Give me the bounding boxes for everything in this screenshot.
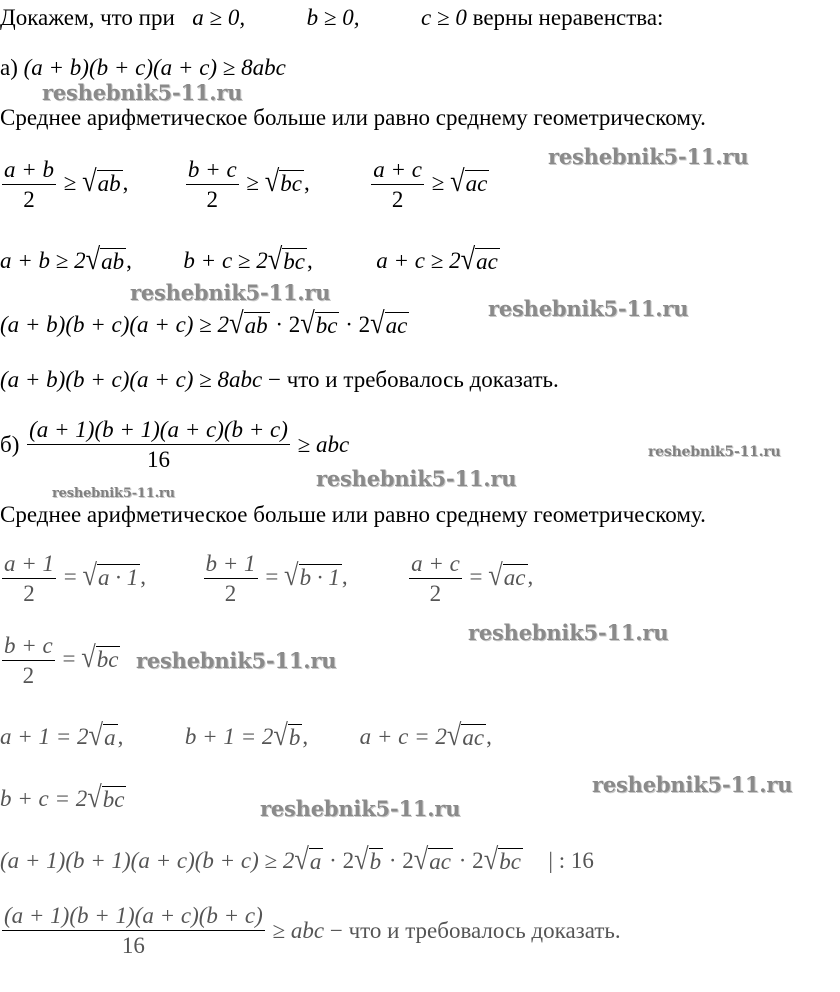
watermark: reshebnik5-11.ru (136, 648, 337, 673)
watermark: reshebnik5-11.ru (648, 444, 781, 460)
sqrt-ac: √ ac (450, 163, 488, 198)
part-a-statement (0, 56, 286, 79)
frac-b-plus-c: $\frac{b + c}{2}$ (187, 157, 237, 212)
part-a-fraction-row: $\frac{a + b}{2}$ ≥ √ ab , $\frac{b + c}{2}$ ≥ √ bc , $\frac{a + c}{2}$ ≥ √ ac (4, 157, 488, 212)
part-b-am-gm-text: Среднее арифметическое больше или равно среднему геометрическому. (0, 502, 706, 527)
watermark: reshebnik5-11.ru (468, 620, 669, 645)
part-b-product-row: (a + 1)(b + 1)(a + c)(b + c) ≥ 2 √ a · 2 √ b · 2 √ ac · 2 √ bc | : 16 (0, 841, 594, 877)
part-b-final: $\frac{(a + 1)(b + 1)(a + c)(b + c)}{16}$ ≥ abc − что и требовалось доказать. (4, 903, 621, 958)
watermark: reshebnik5-11.ru (260, 796, 461, 821)
part-a-ineq-row: a + b ≥ 2 √ ab , b + c ≥ 2 √ bc , a + c ≥ 2 √ ac (0, 241, 498, 277)
watermark: reshebnik5-11.ru (592, 772, 793, 797)
part-b-fraction-row-2: $\frac{b + c}{2}$ = √ bc (4, 633, 119, 688)
watermark: reshebnik5-11.ru (52, 486, 175, 501)
part-b-statement: б) $\frac{(a + 1)(b + 1)(a + c)(b + c)}{16}$ ≥ abc (0, 417, 350, 472)
part-a-conclusion: (a + b)(b + c)(a + c) ≥ 8abc − что и требовалось доказать. (0, 367, 559, 392)
cond-b: b ≥ 0, (306, 5, 360, 30)
intro-line (0, 6, 663, 29)
watermark: reshebnik5-11.ru (42, 80, 243, 105)
intro-suffix: верны неравенства: (472, 5, 664, 30)
cond-c: c ≥ 0 (421, 5, 467, 30)
part-a-am-gm-text: Среднее арифметическое больше или равно среднему геометрическому. (0, 105, 706, 130)
watermark: reshebnik5-11.ru (316, 466, 517, 491)
part-b-label: б) (0, 432, 20, 457)
watermark: reshebnik5-11.ru (130, 280, 331, 305)
part-a-label: а) (0, 55, 18, 80)
part-a-product-row: (a + b)(b + c)(a + c) ≥ 2 √ ab · 2 √ bc · 2 √ ac (0, 305, 408, 341)
part-b-eq-row: a + 1 = 2 √ a , b + 1 = 2 √ b , a + c = 2 √ ac , (0, 717, 492, 753)
part-a-formula: (a + b)(b + c)(a + c) ≥ 8abc (23, 55, 286, 80)
part-b-eq-row-2: b + c = 2 √ bc (0, 779, 125, 815)
frac-a-plus-b: $\frac{a + b}{2}$ (4, 157, 55, 212)
watermark: reshebnik5-11.ru (488, 296, 689, 321)
cond-a: a ≥ 0, (192, 5, 246, 30)
part-b-fraction-row-1: $\frac{a + 1}{2}$ = √ a · 1 , $\frac{b + 1}{2}$ = √ b · 1 , $\frac{a + c}{2}$ = √ ac , (4, 551, 534, 606)
intro-prefix: Докажем, что при (0, 5, 175, 30)
sqrt-bc: √ bc (264, 163, 303, 198)
frac-a-plus-c: $\frac{a + c}{2}$ (373, 157, 422, 212)
sqrt-ab: √ ab (82, 163, 121, 198)
watermark: reshebnik5-11.ru (548, 144, 749, 169)
